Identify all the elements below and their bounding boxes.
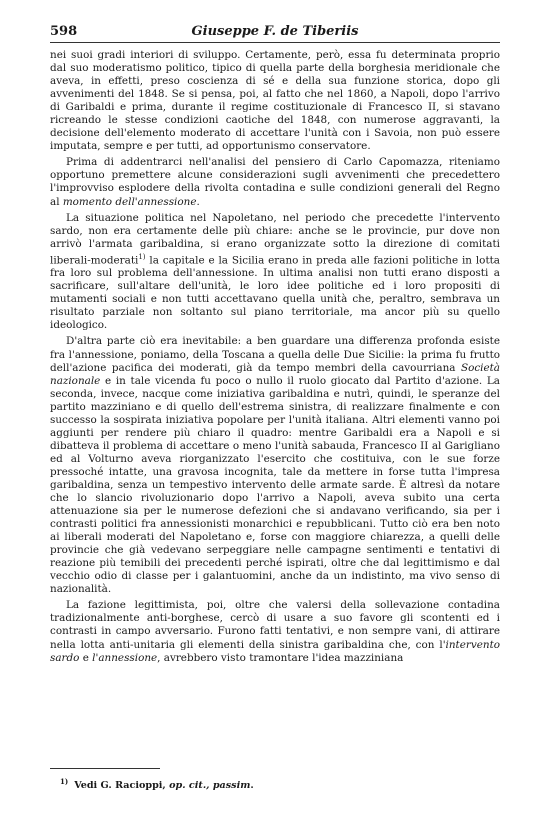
- running-title: Giuseppe F. de Tiberiis: [191, 24, 359, 39]
- footnote-emphasis: op. cit., passim: [169, 780, 251, 792]
- paragraph-5-mid: e: [79, 651, 93, 664]
- paragraph-1-text: nei suoi gradi interiori di sviluppo. Certamente, però, essa fu determinata proprio dal suo moderatismo politico, tipico di quella parte della borghesia meridionale che aveva, in effetti, preso coscienza di sé e della sua funzione storica, dopo gli avvenimenti del 1848. Se si pensa, poi, al fatto che nel 1860, a Napoli, dopo l'arrivo di Garibaldi e prima, durante il regime costituzionale di Francesco II, si stavano ricreando le stesse condizioni caotiche del 1848, con numerose aggravanti, la decisione dell'elemento moderato di accettare l'unità con i Savoia, non può essere imputata, sempre e per tutti, ad opportunismo conservatore.: [50, 49, 500, 153]
- paragraph-5-emphasis: intervento sardo: [50, 638, 500, 664]
- paragraph-5: [50, 599, 500, 664]
- footnote-rule: [50, 768, 160, 769]
- paragraph-4-emphasis: Società nazionale: [50, 361, 500, 387]
- paragraph-3-end: la capitale e la Sicilia erano in preda alle fazioni politiche in lotta fra loro sul problema dell'annessione. In ultima analisi non tutti erano disposti a sacrificare, sull'altare dell'unità, le loro idee politiche ed i loro propositi di mutamenti sociali e non tutti accettavano quella unità che, peraltro, sembrava un risultato parziale non soltanto sul piano territoriale, ma ancor più su quello ideologico.: [50, 254, 500, 332]
- paragraph-5-end: , avrebbero visto tramontare l'idea mazziniana: [157, 651, 404, 664]
- paragraph-2-text: Prima di addentrarci nell'analisi del pensiero di Carlo Capomazza, riteniamo opportuno premettere alcune considerazioni sugli avvenimenti che precedettero l'improvviso esplodere della rivolta contadina e sulle condizioni generali del Regno al: [50, 156, 500, 208]
- paragraph-5-text: La fazione legittimista, poi, oltre che valersi della sollevazione contadina tradizionalmente anti-borghese, cercò di usare a suo favore gli scontenti ed i contrasti in campo avversario. Furono fatti tentativi, e non sempre vani, di attirare nella lotta anti-unitaria gli elementi della sinistra garibaldina che, con l': [50, 599, 500, 651]
- footnote-reference: 1): [138, 252, 146, 261]
- paragraph-2-emphasis: momento dell'annessione: [62, 195, 197, 208]
- body-text: [50, 49, 500, 665]
- paragraph-2: [50, 156, 500, 208]
- paragraph-1: [50, 49, 500, 153]
- paragraph-2-end: .: [196, 195, 200, 208]
- paragraph-5-emphasis-2: l'annessione: [92, 651, 158, 664]
- page-number: 598: [50, 24, 78, 39]
- footnote-end: .: [250, 780, 254, 792]
- footnote-number: 1): [60, 777, 69, 786]
- paragraph-3: [50, 212, 500, 333]
- running-head: [50, 24, 500, 43]
- paragraph-4: [50, 335, 500, 596]
- paragraph-3-text: La situazione politica nel Napoletano, nel periodo che precedette l'intervento sardo, non era certamente delle più chiare: anche se le provincie, pur dove non arrivò l'armata garibaldina, si erano organizzate sotto la direzione di comitati liberali-moderati: [50, 211, 500, 267]
- footnote: [50, 776, 500, 792]
- footnote-text: Vedi G. Racioppi,: [74, 780, 170, 792]
- paragraph-4-end: e in tale vicenda fu poco o nullo il ruolo giocato dal Partito d'azione. La seconda, invece, nacque come iniziativa garibaldina e nutrì, quindi, le speranze del partito mazziniano e di quello dell'estrema sinistra, di realizzare finalmente e con successo la sospirata iniziativa popolare per l'unità italiana. Altri elementi vanno poi aggiunti per rendere più chiaro il quadro: mentre Garibaldi era a Napoli e si dibatteva il problema di accettare o meno l'unità sabauda, Francesco II al Garigliano ed al Volturno aveva riorganizzato l'esercito che costituiva, con le sue forze pressoché intatte, una gravosa incognita, tale da mettere in forse tutta l'impresa garibaldina, senza un tempestivo intervento delle armate sarde. È altresì da notare che lo slancio rivoluzionario dopo l'arrivo a Napoli, aveva subito una certa attenuazione sia per le numerose defezioni che si andavano verificando, sia per i contrasti politici fra annessionisti monarchici e repubblicani. Tutto ciò era ben noto ai liberali moderati del Napoletano e, forse con maggiore chiarezza, a quelli delle provincie che già vedevano serpeggiare nelle campagne sentimenti e tentativi di reazione più temibili dei precedenti perché ispirati, oltre che dal legittimismo e dal vecchio odio di classe per i galantuomini, anche da un indistinto, ma vivo senso di nazionalità.: [50, 374, 500, 596]
- paragraph-4-text: D'altra parte ciò era inevitabile: a ben guardare una differenza profonda esiste fra l'annessione, poniamo, della Toscana a quella delle Due Sicilie: la prima fu frutto dell'azione pacifica dei moderati, già da tempo membri della cavourriana: [50, 335, 500, 374]
